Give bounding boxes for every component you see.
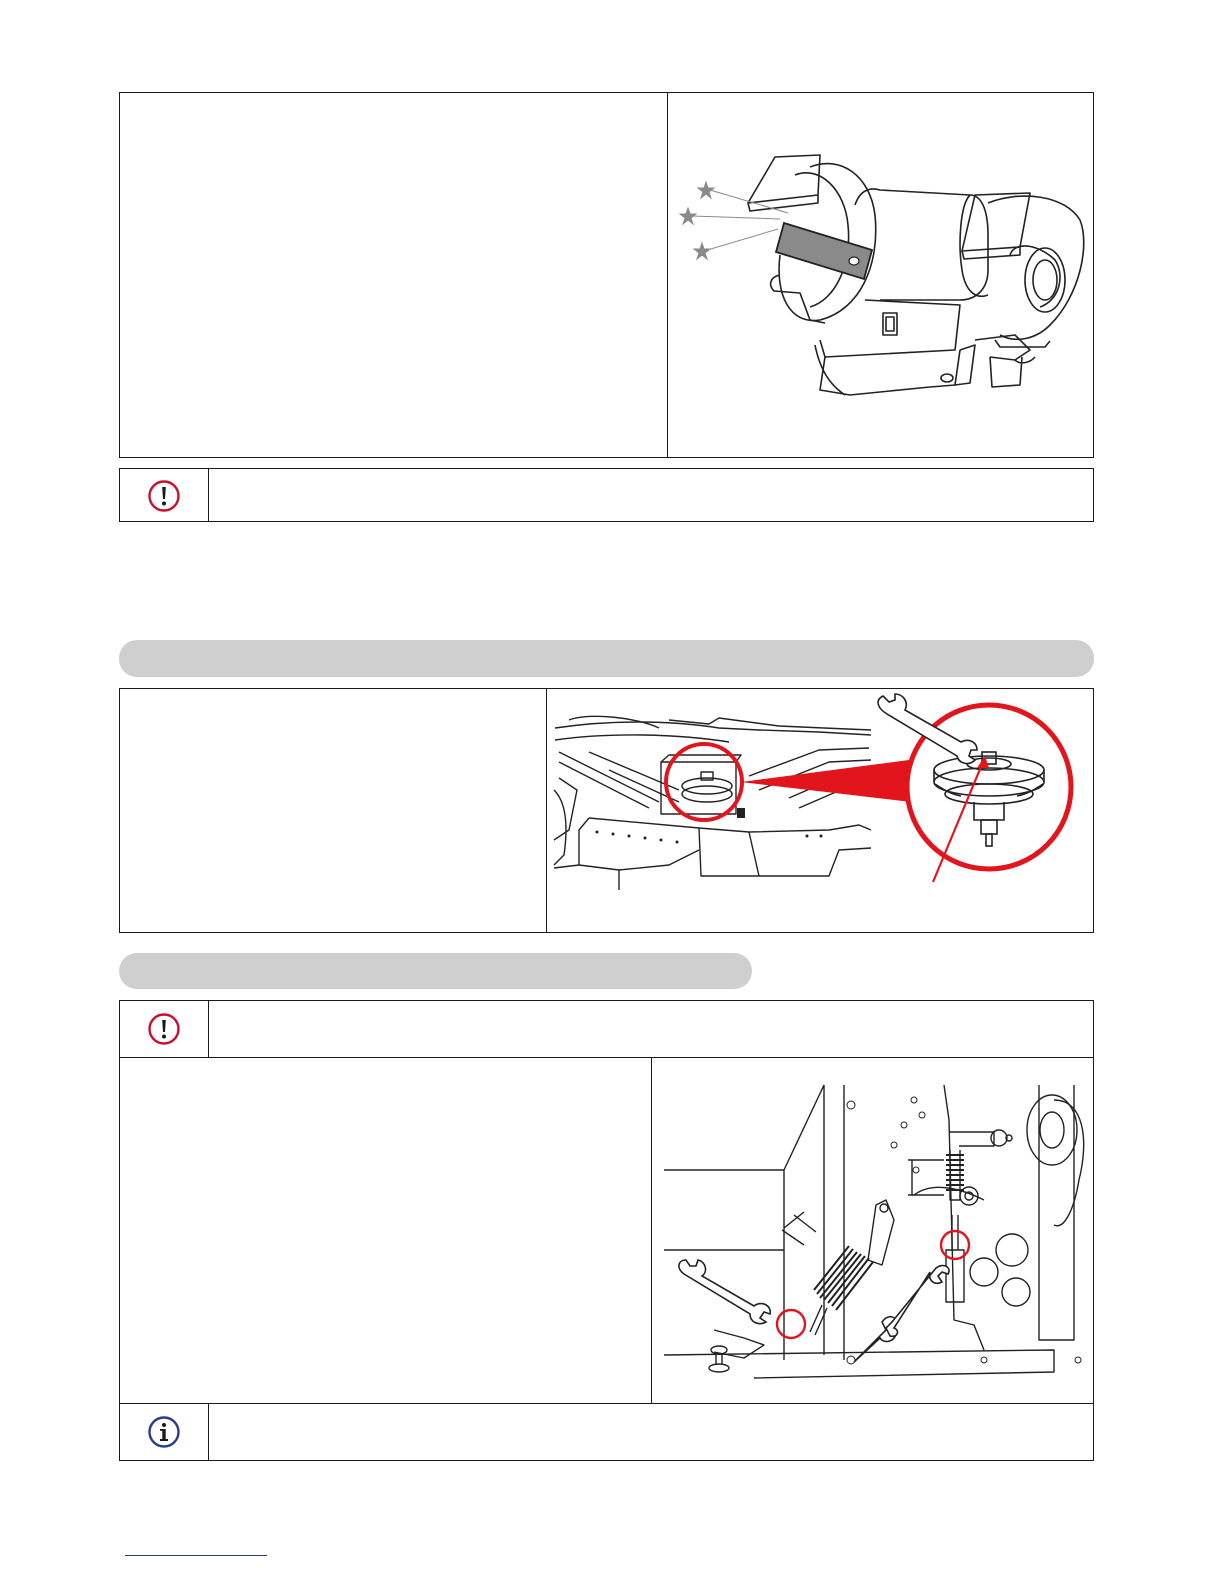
section3-row-divider-1 [119, 1057, 1094, 1058]
bench-grinder-figure [670, 95, 1090, 455]
info-icon [147, 1415, 181, 1449]
section1-warning-row [119, 468, 1094, 522]
section3-figure-divider [651, 1057, 652, 1403]
section3-row-divider-2 [119, 1403, 1094, 1404]
spring-adjustment-figure [654, 1060, 1091, 1400]
section3-info-divider [208, 1403, 209, 1461]
exclamation-icon [147, 479, 181, 513]
section2-heading-bar [119, 640, 1094, 677]
mower-deck-figure [549, 690, 1091, 931]
section2-divider [546, 688, 547, 933]
exclamation-icon [147, 1012, 181, 1046]
section3-warning-divider [208, 1000, 209, 1057]
section3-heading-bar [119, 953, 752, 989]
section1-warning-divider [208, 468, 209, 522]
section1-divider [667, 92, 668, 458]
footer-rule [125, 1555, 267, 1556]
